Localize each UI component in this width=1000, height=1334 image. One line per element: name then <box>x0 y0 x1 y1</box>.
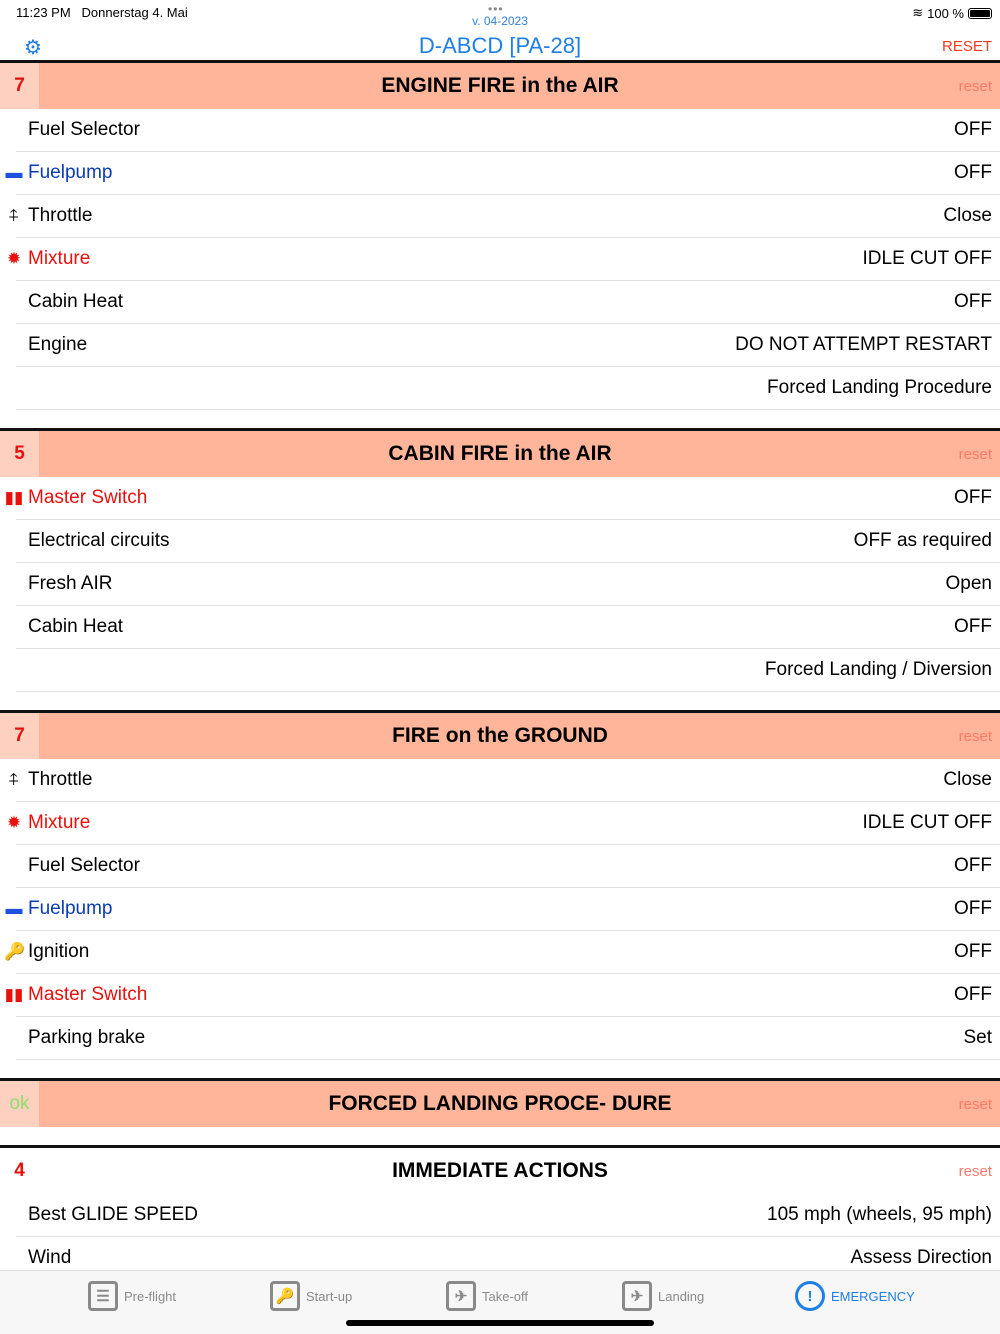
tab-label: Landing <box>658 1288 705 1304</box>
item-label: Throttle <box>28 769 93 790</box>
status-time: 11:23 PM Donnerstag 4. Mai <box>16 5 188 20</box>
checklist-row[interactable] <box>16 606 1000 649</box>
section-reset-button[interactable]: reset <box>958 1095 992 1113</box>
mixture-icon: ✹ <box>6 249 22 268</box>
item-value: Assess Direction <box>850 1247 992 1267</box>
item-label: Cabin Heat <box>28 616 124 637</box>
item-label: Fuelpump <box>28 162 113 183</box>
landing-icon: ✈ <box>622 1281 652 1311</box>
fuelpump-icon: ▬ <box>5 163 23 182</box>
checklist-row[interactable] <box>16 109 1000 152</box>
page-title: D-ABCD [PA-28] <box>418 33 582 58</box>
fuelpump-icon: ▬ <box>5 899 23 918</box>
item-label: Engine <box>28 334 88 355</box>
item-label: Master Switch <box>28 984 148 1005</box>
item-value: OFF <box>954 119 992 140</box>
item-value: OFF <box>954 616 992 637</box>
section-count: 5 <box>0 431 39 477</box>
section-divider <box>0 692 1000 713</box>
tab-take-off[interactable] <box>446 1281 528 1311</box>
checklist-row[interactable] <box>16 1017 1000 1060</box>
section-title: CABIN FIRE in the AIR <box>388 442 612 465</box>
section-title: FIRE on the GROUND <box>392 724 608 747</box>
section-reset-button[interactable]: reset <box>958 445 992 463</box>
checklist-row[interactable] <box>6 802 1000 845</box>
tab-landing[interactable] <box>622 1281 704 1311</box>
tab-pre-flight[interactable] <box>88 1281 176 1311</box>
item-value: IDLE CUT OFF <box>862 812 992 833</box>
item-label: Fuel Selector <box>28 855 140 876</box>
item-value: Set <box>963 1027 992 1048</box>
item-value: OFF <box>954 855 992 876</box>
section-header[interactable] <box>0 713 1000 759</box>
section-header[interactable] <box>0 63 1000 109</box>
tab-label: Start-up <box>306 1288 353 1304</box>
item-value: Close <box>943 769 992 790</box>
item-value: Forced Landing Procedure <box>767 377 992 398</box>
section-divider <box>0 410 1000 431</box>
section-header[interactable] <box>0 431 1000 477</box>
checklist-icon: ☰ <box>88 1281 118 1311</box>
item-label: Electrical circuits <box>28 530 170 551</box>
reset-all-button[interactable]: RESET <box>941 38 992 55</box>
item-label: Parking brake <box>28 1027 146 1048</box>
item-label: Fuelpump <box>28 898 113 919</box>
takeoff-icon: ✈ <box>446 1281 476 1311</box>
item-value: OFF <box>954 984 992 1005</box>
item-value: 105 mph (wheels, 95 mph) <box>767 1204 992 1225</box>
checklist-row[interactable] <box>4 974 1000 1017</box>
item-value: OFF <box>954 941 992 962</box>
mixture-icon: ✹ <box>6 813 22 832</box>
item-value: OFF <box>954 291 992 312</box>
section-count: ok <box>0 1081 39 1127</box>
item-label: Wind <box>28 1247 72 1267</box>
item-value: IDLE CUT OFF <box>862 248 992 269</box>
checklist-content[interactable] <box>0 63 1000 1267</box>
section-count: 7 <box>0 63 39 109</box>
item-label: Ignition <box>28 941 90 962</box>
throttle-icon: ⍏ <box>8 770 20 789</box>
checklist-row[interactable] <box>6 238 1000 281</box>
status-bar <box>0 0 1000 30</box>
item-label: Mixture <box>28 248 91 269</box>
emergency-icon: ! <box>795 1281 825 1311</box>
section-title: IMMEDIATE ACTIONS <box>392 1159 608 1182</box>
gear-icon[interactable]: ⚙ <box>24 37 42 59</box>
section-divider <box>0 1127 1000 1148</box>
checklist-row[interactable] <box>16 845 1000 888</box>
checklist-row[interactable] <box>5 888 1000 931</box>
checklist-row[interactable] <box>4 477 1000 520</box>
version-label: v. 04-2023 <box>472 14 528 28</box>
nav-bar <box>0 30 1000 63</box>
item-value: OFF as required <box>853 530 992 551</box>
battery-icon <box>968 8 992 19</box>
item-value: Close <box>943 205 992 226</box>
tab-label: Pre-flight <box>124 1288 177 1304</box>
section-count: 7 <box>0 713 39 759</box>
item-value: Open <box>945 573 992 594</box>
section-header[interactable] <box>0 1081 1000 1127</box>
tab-emergency[interactable] <box>795 1281 915 1311</box>
item-value: OFF <box>954 162 992 183</box>
item-value: OFF <box>954 487 992 508</box>
key-icon: 🔑 <box>4 942 26 961</box>
wifi-icon: ≋ <box>912 5 924 20</box>
checklist-row[interactable] <box>4 931 1000 974</box>
section-title: ENGINE FIRE in the AIR <box>381 74 619 97</box>
section-count: 4 <box>0 1148 39 1194</box>
checklist-row[interactable] <box>16 1237 1000 1267</box>
item-label: Master Switch <box>28 487 148 508</box>
tab-label: EMERGENCY <box>831 1288 915 1304</box>
item-label: Mixture <box>28 812 91 833</box>
checklist-row[interactable] <box>5 152 1000 195</box>
throttle-icon: ⍏ <box>8 206 20 225</box>
section-header[interactable] <box>0 1148 1000 1194</box>
section-title: FORCED LANDING PROCE- DURE <box>328 1092 672 1115</box>
item-value: Forced Landing / Diversion <box>764 659 992 680</box>
item-label: Cabin Heat <box>28 291 124 312</box>
checklist-row[interactable] <box>8 759 1000 802</box>
tab-start-up[interactable] <box>270 1281 352 1311</box>
multitask-dots[interactable]: ••• <box>488 2 504 16</box>
section-reset-button[interactable]: reset <box>958 1162 992 1180</box>
item-label: Best GLIDE SPEED <box>28 1204 199 1225</box>
section-reset-button[interactable]: reset <box>958 77 992 95</box>
status-right: ≋ 100 % <box>912 5 992 21</box>
checklist-row[interactable] <box>16 520 1000 563</box>
checklist-row[interactable] <box>16 367 1000 410</box>
section-reset-button[interactable]: reset <box>958 727 992 745</box>
tab-label: Take-off <box>482 1288 529 1304</box>
home-indicator <box>346 1320 654 1326</box>
checklist-row[interactable] <box>16 324 1000 367</box>
section-divider <box>0 1060 1000 1081</box>
item-value: OFF <box>954 898 992 919</box>
master-switch-icon: ▮▮ <box>4 488 24 507</box>
checklist-row[interactable] <box>8 195 1000 238</box>
checklist-row[interactable] <box>16 1194 1000 1237</box>
item-label: Fresh AIR <box>28 573 113 594</box>
item-value: DO NOT ATTEMPT RESTART <box>735 334 992 355</box>
checklist-row[interactable] <box>16 649 1000 692</box>
checklist-row[interactable] <box>16 563 1000 606</box>
master-switch-icon: ▮▮ <box>4 985 24 1004</box>
key-icon: 🔑 <box>270 1281 300 1311</box>
item-label: Throttle <box>28 205 93 226</box>
checklist-row[interactable] <box>16 281 1000 324</box>
item-label: Fuel Selector <box>28 119 140 140</box>
